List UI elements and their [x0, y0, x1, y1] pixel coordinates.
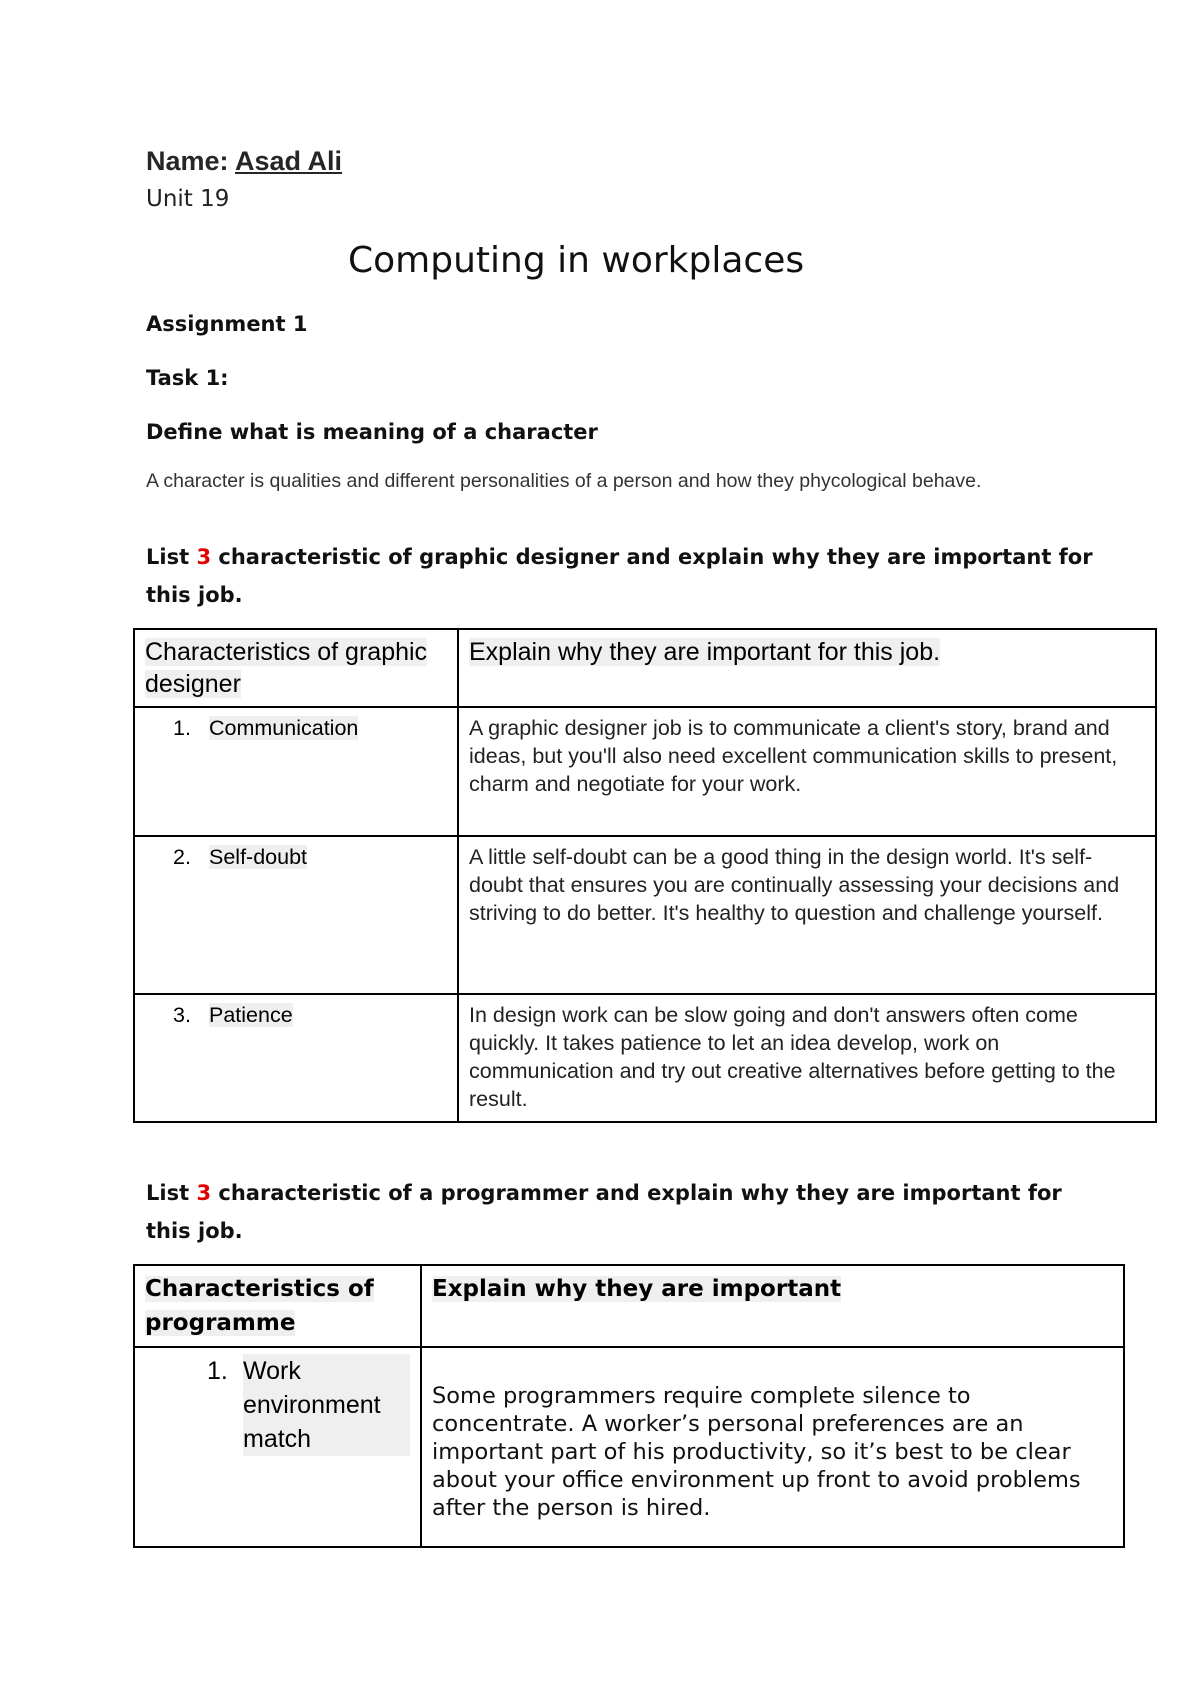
explanation-cell: In design work can be slow going and don't answers often come quickly. It takes patience to let an idea develop, work on communication and try out creative alternatives before getting to the result. — [458, 994, 1156, 1122]
item-number: 3. — [173, 1003, 191, 1027]
assignment-heading: Assignment 1 — [146, 312, 308, 336]
table-header-cell — [421, 1265, 1124, 1347]
name-line — [146, 146, 342, 177]
characteristic-cell — [134, 707, 458, 836]
list1-prefix: List — [146, 545, 197, 569]
header-characteristics: Characteristics of graphic designer — [145, 638, 428, 698]
question-answer: A character is qualities and different personalities of a person and how they phycological behave. — [146, 470, 982, 492]
item-number: 1. — [173, 716, 191, 740]
characteristic-cell — [134, 994, 458, 1122]
characteristic-name: Self-doubt — [209, 845, 308, 869]
item-number: 2. — [173, 845, 191, 869]
explanation-cell: A graphic designer job is to communicate a client's story, brand and ideas, but you'll also need excellent communication skills to present, charm and negotiate for your work. — [458, 707, 1156, 836]
table-header-cell — [134, 629, 458, 707]
list1-suffix: characteristic of graphic designer and explain why they are important for this job. — [146, 545, 1093, 607]
header-explanation: Explain why they are important — [432, 1276, 842, 1302]
list1-number: 3 — [196, 545, 212, 569]
table-row — [134, 1347, 1124, 1547]
characteristic-cell — [134, 836, 458, 994]
list2-suffix: characteristic of a programmer and explain why they are important for this job. — [146, 1181, 1062, 1243]
table-header-cell — [458, 629, 1156, 707]
table-header-row — [134, 629, 1156, 707]
explanation-cell: Some programmers require complete silence to concentrate. A worker’s personal preferences are an important part of his productivity, so it’s best to be clear about your office environment up front to avoid problems after the person is hired. — [421, 1347, 1124, 1547]
header-explanation: Explain why they are important for this job. — [469, 638, 941, 666]
question-heading: Define what is meaning of a character — [146, 420, 598, 444]
table-row — [134, 836, 1156, 994]
name-label: Name: — [146, 146, 229, 176]
list2-prefix: List — [146, 1181, 197, 1205]
item-number: 1. — [207, 1357, 228, 1385]
characteristic-name: Patience — [209, 1003, 293, 1027]
table-header-cell — [134, 1265, 421, 1347]
characteristic-name: Communication — [209, 716, 359, 740]
page-title: Computing in workplaces — [348, 240, 805, 281]
table-row — [134, 994, 1156, 1122]
explanation-cell: A little self-doubt can be a good thing in the design world. It's self-doubt that ensures you are continually assessing your decisions and striving to do better. It's healthy to question and challenge yourself. — [458, 836, 1156, 994]
table-row — [134, 707, 1156, 836]
list2-number: 3 — [196, 1181, 212, 1205]
characteristic-cell — [134, 1347, 421, 1547]
table-header-row — [134, 1265, 1124, 1347]
name-value: Asad Ali — [235, 146, 343, 176]
unit-label: Unit 19 — [146, 186, 230, 212]
characteristic-name: Work environment match — [243, 1354, 410, 1456]
graphic-designer-table — [133, 628, 1157, 1123]
list2-heading — [146, 1174, 1106, 1250]
list1-heading — [146, 538, 1106, 614]
task-heading: Task 1: — [146, 366, 229, 390]
header-characteristics: Characteristics of programme — [145, 1276, 374, 1336]
programmer-table — [133, 1264, 1125, 1548]
